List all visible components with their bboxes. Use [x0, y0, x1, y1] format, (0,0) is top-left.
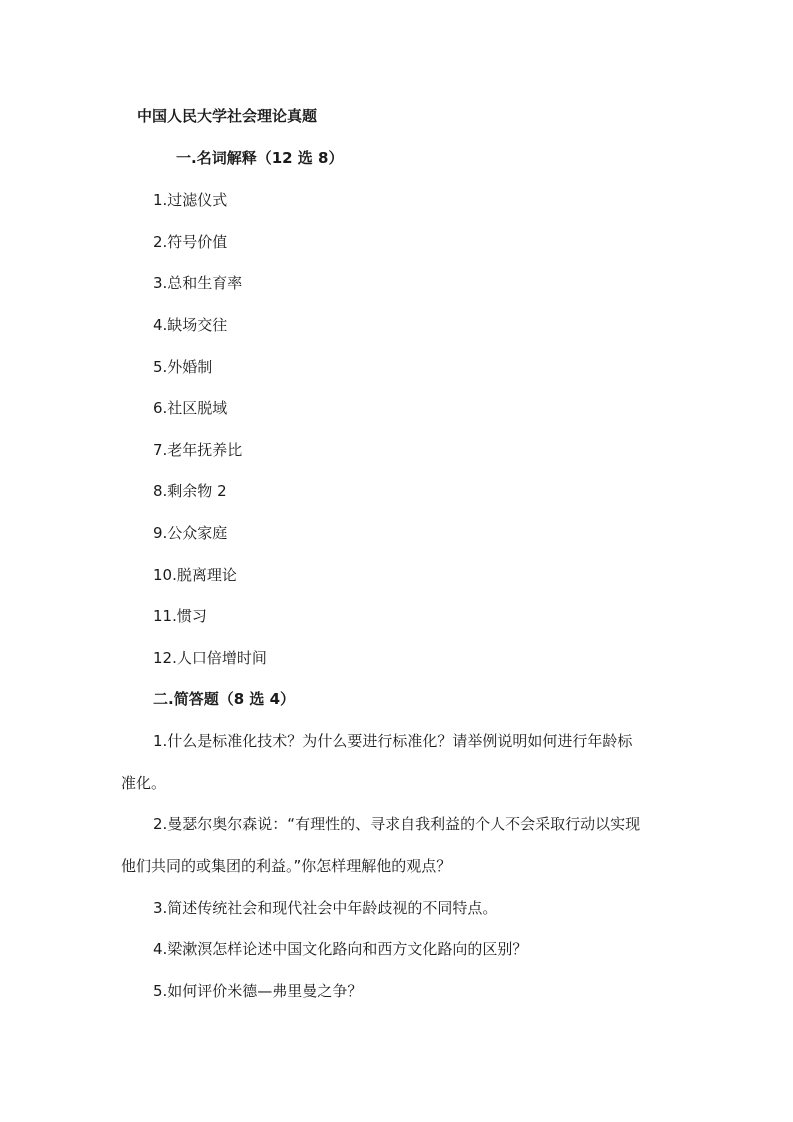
list-item: 8.剩余物 2	[153, 482, 227, 500]
document-title: 中国人民大学社会理论真题	[137, 107, 318, 125]
section-heading-terms: 一.名词解释（12 选 8）	[176, 149, 344, 167]
list-item: 6.社区脱域	[153, 399, 228, 417]
list-item: 3.总和生育率	[153, 274, 243, 292]
list-item: 5.外婚制	[153, 358, 213, 376]
question-4: 4.梁漱溟怎样论述中国文化路向和西方文化路向的区别？	[153, 940, 528, 958]
list-item: 7.老年抚养比	[153, 441, 243, 459]
list-item: 1.过滤仪式	[153, 191, 228, 209]
list-item: 10.脱离理论	[153, 566, 237, 584]
question-5: 5.如何评价米德—弗里曼之争？	[153, 982, 363, 1000]
list-item: 12.人口倍增时间	[153, 649, 267, 667]
section-heading-short-answer: 二.简答题（8 选 4）	[153, 690, 296, 708]
list-item: 4.缺场交往	[153, 316, 228, 334]
list-item: 11.惯习	[153, 607, 207, 625]
list-item: 2.符号价值	[153, 233, 228, 251]
question-2: 2.曼瑟尔奥尔森说：“有理性的、寻求自我利益的个人不会采取行动以实现	[153, 815, 641, 833]
question-1: 1.什么是标准化技术？为什么要进行标准化？请举例说明如何进行年龄标	[153, 732, 633, 750]
question-2-continued: 他们共同的或集团的利益。”你怎样理解他的观点？	[121, 857, 452, 875]
question-1-continued: 准化。	[121, 774, 167, 792]
question-3: 3.简述传统社会和现代社会中年龄歧视的不同特点。	[153, 899, 498, 917]
list-item: 9.公众家庭	[153, 524, 228, 542]
